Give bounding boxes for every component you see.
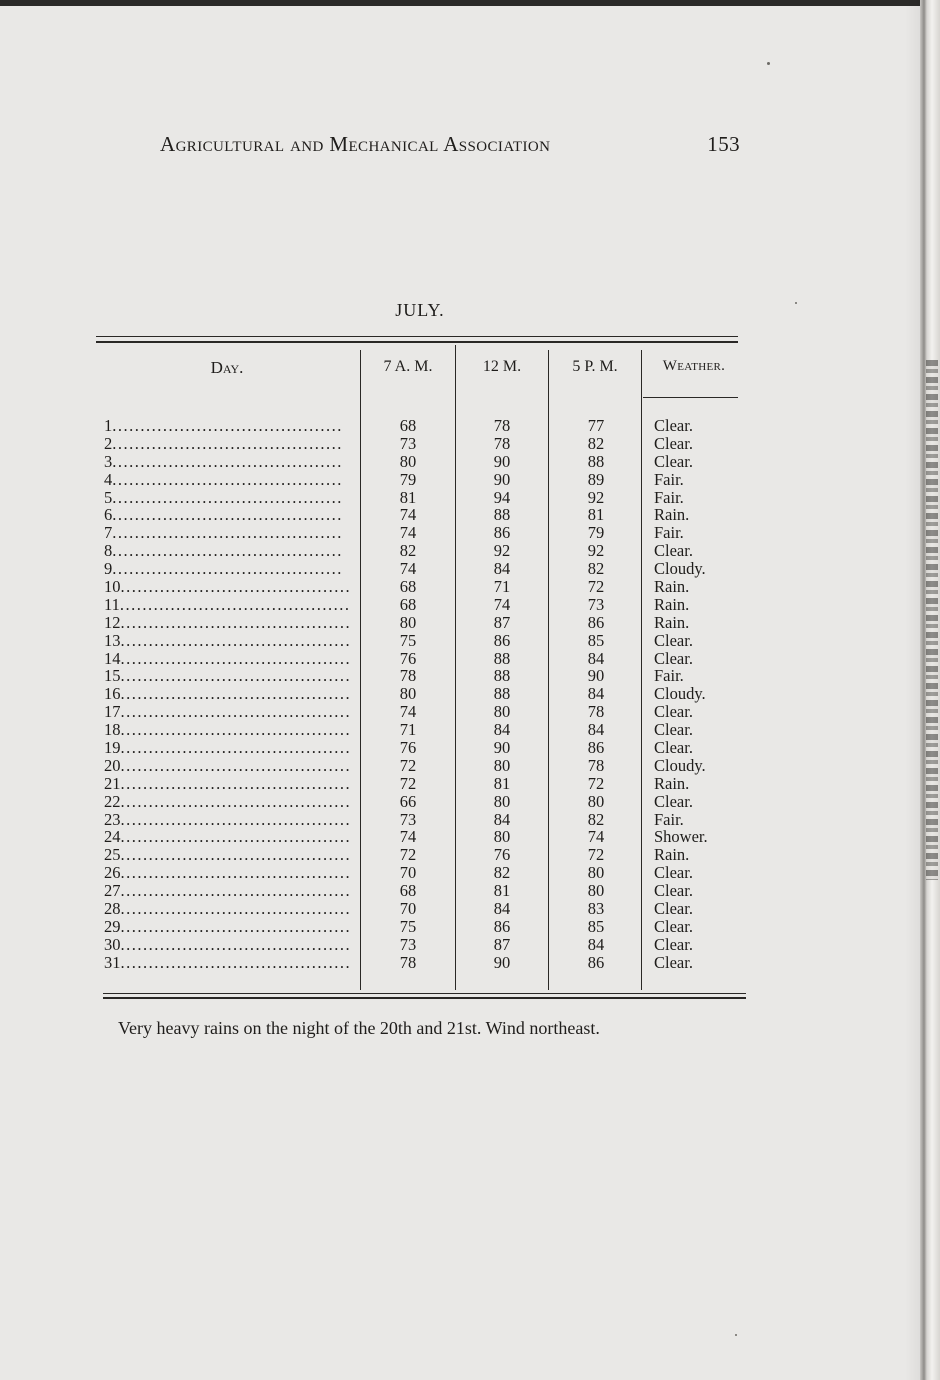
dot-leader: .........................................	[112, 452, 343, 471]
cell-day	[104, 864, 359, 882]
cell-day	[104, 954, 359, 972]
dot-leader: .........................................	[112, 488, 343, 507]
cell-5pm: 80	[587, 881, 605, 901]
table-row	[96, 882, 746, 900]
table-row	[96, 685, 746, 703]
cell-day	[104, 417, 359, 435]
cell-7am: 80	[399, 451, 417, 471]
table-row	[96, 936, 746, 954]
cell-day	[104, 846, 359, 864]
dot-leader: .........................................	[120, 774, 352, 793]
cell-day	[104, 739, 359, 757]
cell-12m: 94	[493, 487, 511, 507]
cell-day	[104, 882, 359, 900]
day-number: 25	[104, 846, 121, 865]
cell-weather: Cloudy.	[654, 559, 706, 579]
cell-12m: 90	[493, 952, 511, 972]
cell-12m: 84	[493, 899, 511, 919]
cell-5pm: 72	[587, 845, 605, 865]
table-top-rule	[96, 336, 738, 337]
table-row	[96, 954, 746, 972]
day-number: 11	[104, 595, 120, 614]
dot-leader: .........................................	[120, 649, 352, 668]
cell-5pm: 84	[587, 720, 605, 740]
cell-day	[104, 757, 359, 775]
day-number: 31	[104, 953, 121, 972]
cell-day	[104, 918, 359, 936]
dot-leader: .........................................	[120, 900, 352, 918]
table-row	[96, 632, 746, 650]
table-row	[96, 900, 746, 918]
cell-7am: 74	[399, 505, 417, 525]
cell-7am: 66	[399, 791, 417, 811]
day-number: 18	[104, 721, 121, 740]
cell-weather: Cloudy.	[654, 755, 706, 775]
cell-12m: 87	[493, 934, 511, 954]
cell-weather: Clear.	[654, 720, 693, 740]
cell-12m: 82	[493, 863, 511, 883]
day-number: 3	[104, 452, 113, 471]
header-day: Day.	[210, 358, 244, 377]
cell-12m: 86	[493, 523, 511, 543]
day-number: 1	[104, 417, 113, 435]
cell-12m: 71	[493, 577, 511, 597]
cell-5pm: 72	[587, 773, 605, 793]
cell-7am: 68	[399, 577, 417, 597]
cell-7am: 76	[399, 738, 417, 758]
cell-12m: 84	[493, 559, 511, 579]
cell-weather: Clear.	[654, 702, 693, 722]
dot-leader: .........................................	[120, 953, 352, 972]
day-number: 28	[104, 900, 121, 918]
cell-weather: Fair.	[654, 523, 684, 543]
cell-7am: 68	[399, 594, 417, 614]
cell-7am: 68	[399, 881, 417, 901]
table-row	[96, 918, 746, 936]
cell-weather: Clear.	[654, 738, 693, 758]
cell-5pm: 89	[587, 469, 605, 489]
cell-12m: 81	[493, 881, 511, 901]
cell-7am: 72	[399, 773, 417, 793]
cell-weather: Clear.	[654, 433, 693, 453]
day-number: 20	[104, 756, 121, 775]
day-number: 10	[104, 578, 121, 596]
cell-day	[104, 506, 359, 524]
footnote: Very heavy rains on the night of the 20th and 21st. Wind northeast.	[118, 1018, 600, 1038]
cell-7am: 78	[399, 952, 417, 972]
cell-5pm: 83	[587, 899, 605, 919]
dot-leader: .........................................	[112, 470, 343, 489]
cell-weather: Fair.	[654, 469, 684, 489]
cell-12m: 90	[493, 738, 511, 758]
cell-day	[104, 614, 359, 632]
cell-weather: Clear.	[654, 863, 693, 883]
paper-speck	[795, 302, 797, 304]
paper-speck	[767, 62, 770, 65]
cell-weather: Rain.	[654, 577, 690, 597]
cell-12m: 78	[493, 433, 511, 453]
cell-12m: 86	[493, 916, 511, 936]
cell-7am: 75	[399, 630, 417, 650]
cell-12m: 88	[493, 666, 511, 686]
cell-weather: Cloudy.	[654, 684, 706, 704]
table-row	[96, 614, 746, 632]
cell-12m: 84	[493, 720, 511, 740]
cell-7am: 78	[399, 666, 417, 686]
running-head-title: Agricultural and Mechanical Association	[160, 132, 551, 156]
cell-5pm: 86	[587, 612, 605, 632]
cell-7am: 74	[399, 702, 417, 722]
cell-12m: 76	[493, 845, 511, 865]
header-weather: Weather.	[662, 358, 726, 374]
cell-day	[104, 435, 359, 453]
table-caption: JULY.	[395, 300, 445, 320]
running-head	[160, 132, 740, 162]
cell-7am: 73	[399, 433, 417, 453]
table-row	[96, 757, 746, 775]
cell-7am: 82	[399, 541, 417, 561]
dot-leader: .........................................	[112, 434, 343, 453]
dot-leader: .........................................	[112, 506, 343, 525]
table-top-rule-thick	[96, 341, 738, 343]
cell-5pm: 92	[587, 487, 605, 507]
cell-7am: 80	[399, 684, 417, 704]
table-row	[96, 417, 746, 435]
dot-leader: .........................................	[120, 721, 352, 740]
cell-7am: 70	[399, 863, 417, 883]
cell-day	[104, 489, 359, 507]
day-number: 24	[104, 828, 121, 847]
cell-5pm: 90	[587, 666, 605, 686]
cell-12m: 81	[493, 773, 511, 793]
cell-day	[104, 578, 359, 596]
day-number: 5	[104, 488, 113, 507]
dot-leader: .........................................	[120, 917, 352, 936]
cell-12m: 80	[493, 791, 511, 811]
cell-weather: Clear.	[654, 934, 693, 954]
cell-5pm: 88	[587, 451, 605, 471]
day-number: 22	[104, 792, 121, 811]
cell-12m: 78	[493, 416, 511, 435]
cell-12m: 90	[493, 451, 511, 471]
cell-weather: Shower.	[654, 827, 708, 847]
dot-leader: .........................................	[112, 524, 343, 543]
cell-5pm: 85	[587, 630, 605, 650]
table-row	[96, 739, 746, 757]
cell-day	[104, 775, 359, 793]
cell-weather: Rain.	[654, 612, 690, 632]
cell-weather: Clear.	[654, 791, 693, 811]
cell-7am: 70	[399, 899, 417, 919]
cell-5pm: 74	[587, 827, 605, 847]
cell-5pm: 84	[587, 648, 605, 668]
table-row	[96, 828, 746, 846]
cell-weather: Rain.	[654, 594, 690, 614]
cell-7am: 72	[399, 845, 417, 865]
cell-day	[104, 524, 359, 542]
table-row	[96, 489, 746, 507]
cell-5pm: 80	[587, 791, 605, 811]
cell-5pm: 77	[587, 416, 605, 435]
cell-7am: 74	[399, 523, 417, 543]
day-number: 21	[104, 774, 121, 793]
cell-12m: 84	[493, 809, 511, 829]
cell-day	[104, 632, 359, 650]
cell-12m: 74	[493, 594, 511, 614]
cell-12m: 88	[493, 505, 511, 525]
cell-weather: Rain.	[654, 505, 690, 525]
table-row	[96, 506, 746, 524]
day-number: 30	[104, 935, 121, 954]
day-number: 13	[104, 631, 121, 650]
table-row	[96, 560, 746, 578]
paper-speck	[735, 1334, 737, 1336]
cell-weather: Clear.	[654, 416, 693, 435]
cell-7am: 76	[399, 648, 417, 668]
cell-day	[104, 703, 359, 721]
cell-7am: 73	[399, 809, 417, 829]
cell-day	[104, 793, 359, 811]
cell-weather: Fair.	[654, 809, 684, 829]
cell-5pm: 72	[587, 577, 605, 597]
dot-leader: .........................................	[120, 846, 352, 865]
cell-7am: 75	[399, 916, 417, 936]
cell-weather: Clear.	[654, 630, 693, 650]
dot-leader: .........................................	[120, 792, 352, 811]
cell-12m: 86	[493, 630, 511, 650]
cell-weather: Clear.	[654, 916, 693, 936]
table-row	[96, 667, 746, 685]
cell-5pm: 85	[587, 916, 605, 936]
dot-leader: .........................................	[120, 864, 352, 883]
spine-stamp	[926, 360, 938, 880]
dot-leader: .........................................	[112, 560, 343, 579]
day-number: 17	[104, 703, 121, 722]
cell-12m: 80	[493, 755, 511, 775]
dot-leader: .........................................	[112, 542, 343, 561]
table-row	[96, 703, 746, 721]
cell-7am: 80	[399, 612, 417, 632]
dot-leader: .........................................	[120, 685, 352, 704]
table-row	[96, 542, 746, 560]
page-number: 153	[707, 132, 740, 156]
cell-weather: Fair.	[654, 666, 684, 686]
dot-leader: .........................................	[120, 756, 352, 775]
cell-weather: Rain.	[654, 845, 690, 865]
table-row	[96, 435, 746, 453]
dot-leader: .........................................	[112, 417, 343, 435]
table-row	[96, 775, 746, 793]
table-bottom-rule	[103, 993, 746, 994]
table-row	[96, 578, 746, 596]
cell-weather: Clear.	[654, 648, 693, 668]
day-number: 27	[104, 882, 121, 901]
cell-12m: 80	[493, 827, 511, 847]
day-number: 16	[104, 685, 121, 704]
cell-day	[104, 685, 359, 703]
cell-5pm: 82	[587, 433, 605, 453]
day-number: 6	[104, 506, 113, 525]
table-body	[96, 417, 746, 972]
cell-weather: Clear.	[654, 952, 693, 972]
table-row	[96, 811, 746, 829]
cell-12m: 90	[493, 469, 511, 489]
table-row	[96, 650, 746, 668]
cell-5pm: 73	[587, 594, 605, 614]
cell-12m: 88	[493, 684, 511, 704]
table-row	[96, 793, 746, 811]
table-bottom-rule-thick	[103, 997, 746, 999]
cell-5pm: 86	[587, 952, 605, 972]
dot-leader: .........................................	[120, 613, 352, 632]
cell-day	[104, 667, 359, 685]
cell-5pm: 78	[587, 702, 605, 722]
cell-7am: 79	[399, 469, 417, 489]
cell-day	[104, 471, 359, 489]
day-number: 26	[104, 864, 121, 883]
cell-weather: Clear.	[654, 881, 693, 901]
day-number: 8	[104, 542, 113, 561]
table-row	[96, 524, 746, 542]
dot-leader: .........................................	[120, 631, 352, 650]
cell-5pm: 79	[587, 523, 605, 543]
cell-day	[104, 936, 359, 954]
cell-5pm: 82	[587, 809, 605, 829]
cell-7am: 81	[399, 487, 417, 507]
dot-leader: .........................................	[119, 595, 351, 614]
scan-top-edge	[0, 0, 940, 6]
cell-weather: Clear.	[654, 541, 693, 561]
day-number: 4	[104, 470, 113, 489]
cell-7am: 73	[399, 934, 417, 954]
cell-5pm: 80	[587, 863, 605, 883]
cell-day	[104, 453, 359, 471]
cell-5pm: 92	[587, 541, 605, 561]
dot-leader: .........................................	[120, 828, 352, 847]
table-row	[96, 846, 746, 864]
cell-5pm: 82	[587, 559, 605, 579]
header-12m: 12 M.	[482, 358, 522, 375]
cell-12m: 92	[493, 541, 511, 561]
dot-leader: .........................................	[120, 935, 352, 954]
day-number: 7	[104, 524, 113, 543]
cell-12m: 80	[493, 702, 511, 722]
day-number: 29	[104, 917, 121, 936]
cell-weather: Clear.	[654, 899, 693, 919]
table-row	[96, 864, 746, 882]
cell-day	[104, 650, 359, 668]
cell-12m: 88	[493, 648, 511, 668]
table-row	[96, 471, 746, 489]
cell-day	[104, 596, 359, 614]
table-row	[96, 721, 746, 739]
cell-12m: 87	[493, 612, 511, 632]
dot-leader: .........................................	[120, 703, 352, 722]
cell-weather: Clear.	[654, 451, 693, 471]
day-number: 19	[104, 739, 121, 757]
day-number: 2	[104, 434, 113, 453]
cell-5pm: 78	[587, 755, 605, 775]
cell-day	[104, 811, 359, 829]
cell-7am: 72	[399, 755, 417, 775]
day-number: 14	[104, 649, 121, 668]
cell-weather: Fair.	[654, 487, 684, 507]
day-number: 12	[104, 613, 121, 632]
cell-7am: 68	[399, 416, 417, 435]
header-underline	[643, 397, 738, 398]
dot-leader: .........................................	[120, 667, 352, 686]
dot-leader: .........................................	[120, 882, 352, 901]
cell-day	[104, 900, 359, 918]
cell-day	[104, 721, 359, 739]
cell-5pm: 84	[587, 934, 605, 954]
cell-7am: 74	[399, 559, 417, 579]
cell-5pm: 86	[587, 738, 605, 758]
cell-day	[104, 542, 359, 560]
page-gutter-shadow	[905, 0, 921, 1380]
dot-leader: .........................................	[120, 578, 352, 596]
cell-7am: 74	[399, 827, 417, 847]
day-number: 15	[104, 667, 121, 686]
cell-day	[104, 560, 359, 578]
table-row	[96, 453, 746, 471]
cell-7am: 71	[399, 720, 417, 740]
header-7am: 7 A. M.	[383, 358, 433, 375]
header-5pm: 5 P. M.	[572, 358, 618, 375]
dot-leader: .........................................	[120, 739, 352, 757]
day-number: 9	[104, 560, 113, 579]
cell-day	[104, 828, 359, 846]
dot-leader: .........................................	[120, 810, 352, 829]
cell-5pm: 84	[587, 684, 605, 704]
table-row	[96, 596, 746, 614]
day-number: 23	[104, 810, 121, 829]
cell-5pm: 81	[587, 505, 605, 525]
cell-weather: Rain.	[654, 773, 690, 793]
